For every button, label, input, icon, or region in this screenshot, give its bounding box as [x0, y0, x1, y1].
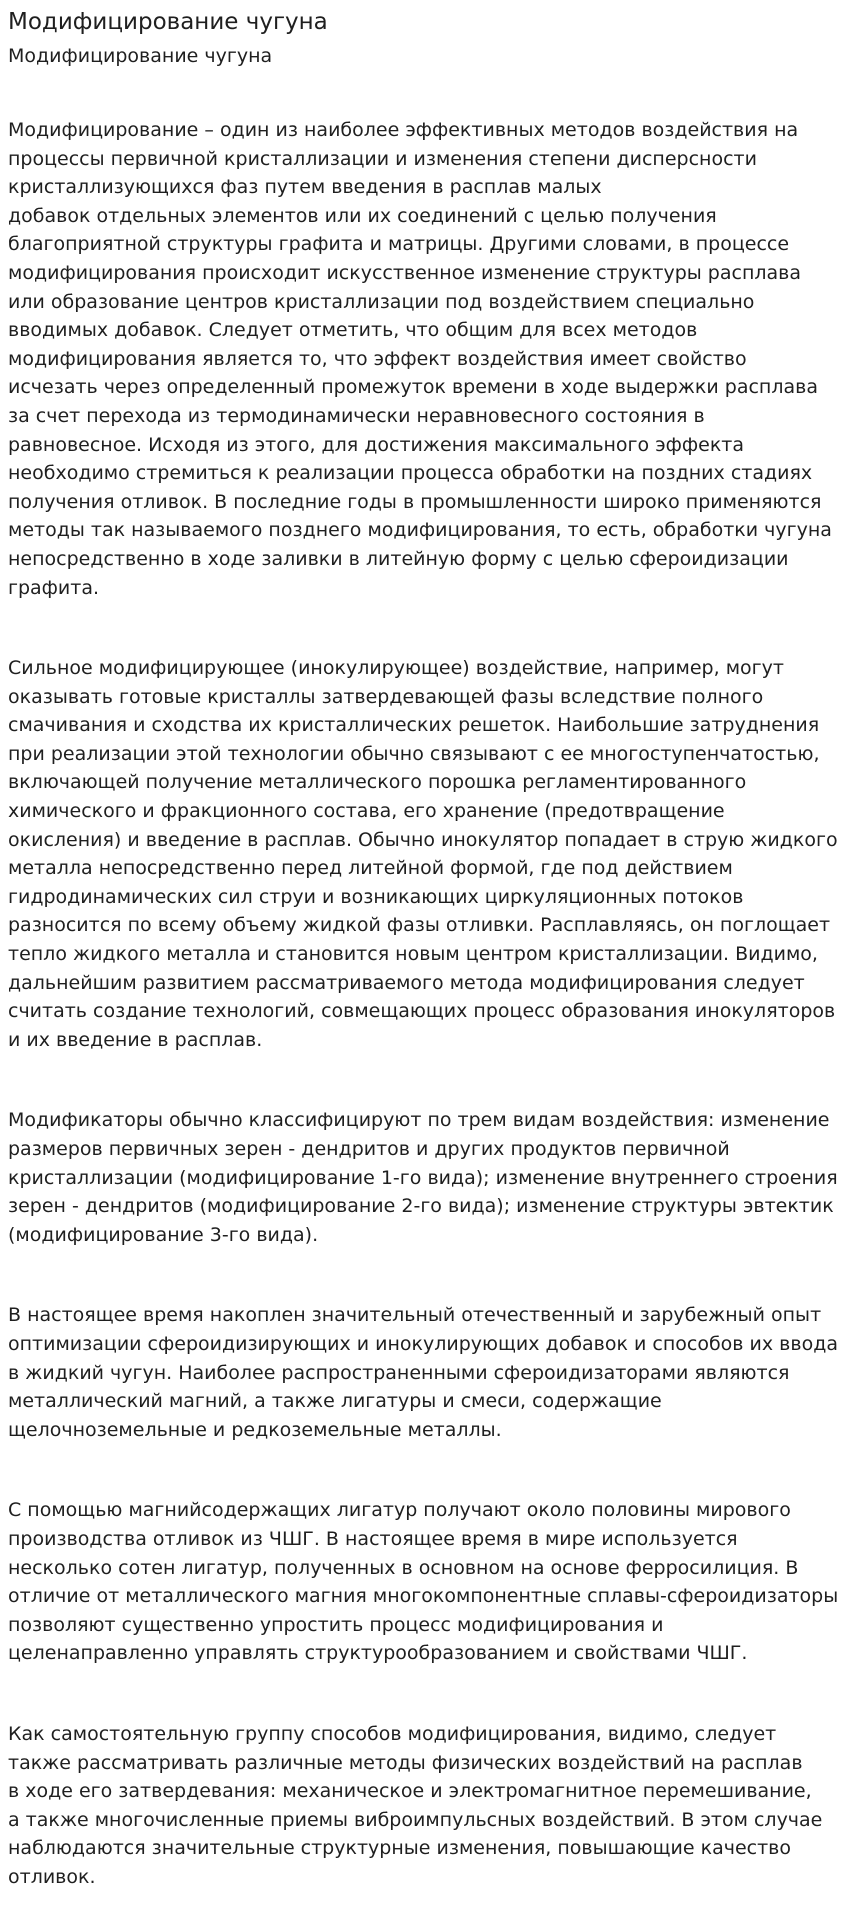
paragraph-3: Модификаторы обычно классифицируют по трем видам воздействия: изменение размеров первичных зерен - дендритов и других продуктов первичной кристаллизации (модифицирование 1-го вида); изменение внутреннего строения зерен - дендритов (модифицирование 2-го вида); изменение структуры эвтектик (модифицирование 3-го вида). — [8, 1109, 838, 1246]
paragraph-1: Модифицирование – один из наиболее эффективных методов воздействия на процессы первичной кристаллизации и изменения степени дисперсности кристаллизующихся фаз путем введения в расплав малых добавок отдельных элементов или их соединений с целью получения благоприятной структуры графита и матрицы. Другими словами, в процессе модифицирования происходит искусственное изменение структуры расплава или образование центров кристаллизации под воздействием специально вводимых добавок. Следует отметить, что общим для всех методов модифицирования является то, что эффект воздействия имеет свойство исчезать через определенный промежуток времени в ходе выдержки расплава за счет перехода из термодинамически неравновесного состояния в равновесное. Исходя из этого, для достижения максимального эффекта необходимо стремиться к реализации процесса обработки на поздних стадиях получения отливок. В последние годы в промышленности широко применяются методы так называемого позднего модифицирования, то есть, обработки чугуна непосредственно в ходе заливки в литейную форму с целью сфероидизации графита. — [8, 119, 832, 599]
page-subtitle: Модифицирование чугуна — [8, 45, 273, 67]
paragraph-2: Сильное модифицирующее (инокулирующее) воздействие, например, могут оказывать готовые кристаллы затвердевающей фазы вследствие полного смачивания и сходства их кристаллических решеток. Наибольшие затруднения при реализации этой технологии обычно связывают с ее многоступенчатостью, включающей получение металлического порошка регламентированного химического и фракционного состава, его хранение (предотвращение окисления) и введение в расплав. Обычно инокулятор попадает в струю жидкого металла непосредственно перед литейной формой, где под действием гидродинамических сил струи и возникающих циркуляционных потоков разносится по всему объему жидкой фазы отливки. Расплавляясь, он поглощает тепло жидкого металла и становится новым центром кристаллизации. Видимо, дальнейшим развитием рассматриваемого метода модифицирования следует считать создание технологий, совмещающих процесс образования инокуляторов и их введение в расплав. — [8, 657, 838, 1051]
article-body — [8, 116, 839, 1891]
paragraph-6: Как самостоятельную группу способов модифицирования, видимо, следует также рассматривать различные методы физических воздействий на расплав в ходе его затвердевания: механическое и электромагнитное перемешивание, а также многочисленные приемы виброимпульсных воздействий. В этом случае наблюдаются значительные структурные изменения, повышающие качество отливок. — [8, 1722, 823, 1888]
paragraph-4: В настоящее время накоплен значительный отечественный и зарубежный опыт оптимизации сфероидизирующих и инокулирующих добавок и способов их ввода в жидкий чугун. Наиболее распространенными сфероидизаторами являются металлический магний, а также лигатуры и смеси, содержащие щелочноземельные и редкоземельные металлы. — [8, 1304, 838, 1441]
page-title: Модифицирование чугуна — [8, 9, 328, 35]
paragraph-5: С помощью магнийсодержащих лигатур получают около половины мирового производства отливок из ЧШГ. В настоящее время в мире используется несколько сотен лигатур, полученных в основном на основе ферросилиция. В отличие от металлического магния многокомпонентные сплавы-сфероидизаторы позволяют существенно упростить процесс модифицирования и целенаправленно управлять структурообразованием и свойствами ЧШГ. — [8, 1499, 839, 1665]
